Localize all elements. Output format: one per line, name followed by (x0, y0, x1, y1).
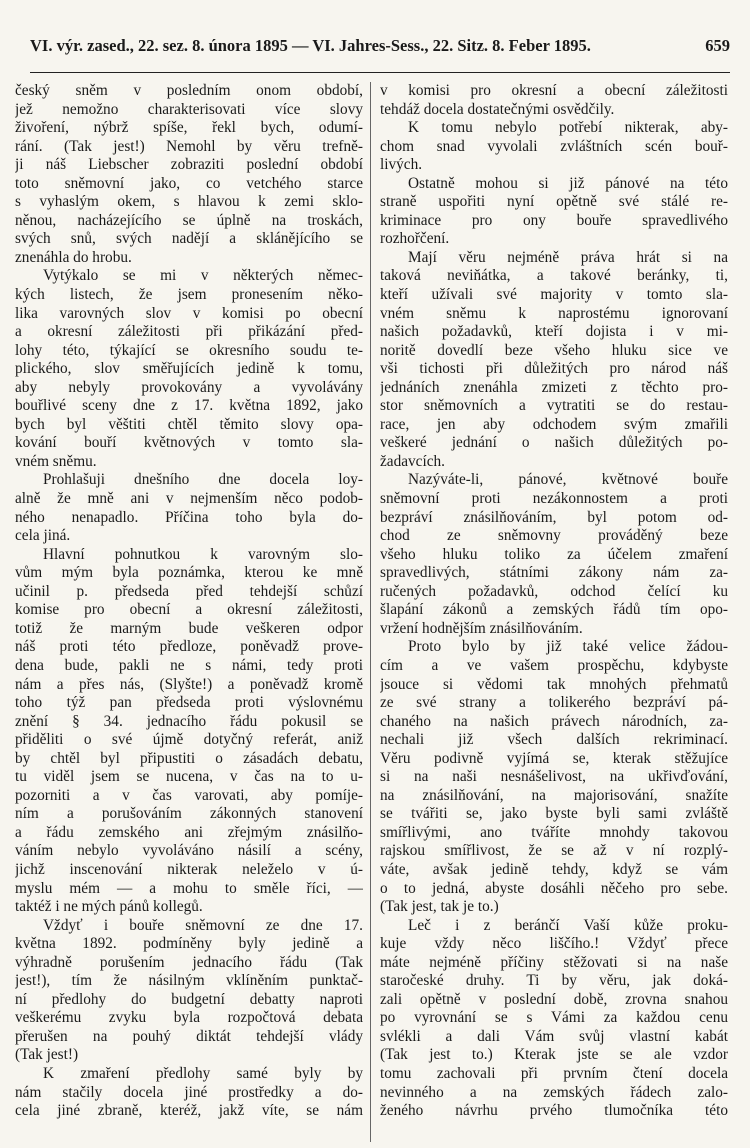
text-line: náš proti této předloze, poněvadž prove- (15, 638, 363, 656)
text-line: komise pro obecní a okresní záležitosti, (15, 601, 363, 619)
text-line: rání. (Tak jest!) Nemohl by věru trefně- (15, 137, 363, 155)
text-line: race, jen aby odchodem svým zmařili (380, 415, 728, 433)
text-line: kriminace pro ony bouře spravedlivého (380, 211, 728, 229)
text-line: stor sněmovních a vytratiti se do restau- (380, 397, 728, 415)
text-line: učinil p. předseda před tehdejší schůzí (15, 582, 363, 600)
text-line: výhradně porušením jednacího řádu (Tak (15, 953, 363, 971)
text-line: května 1892. podmíněny byly jedině a (15, 935, 363, 953)
text-line: Prohlašuji dnešního dne docela loy- (43, 471, 363, 489)
text-line: chod ze sněmovny prováděný beze (380, 527, 728, 545)
right-column (380, 82, 728, 1142)
text-line: aby nebyly provokovány a vyvolávány (15, 378, 363, 396)
text-line: si na naši nesnášelivost, na ukřivďování, (380, 768, 728, 786)
text-line: K tomu nebylo potřebí nikterak, aby- (408, 119, 728, 137)
page-number: 659 (705, 36, 730, 55)
header-text: VI. výr. zased., 22. sez. 8. února 1895 — VI. Jahres-Sess., 22. Sitz. 8. Feber 1895. (30, 36, 591, 55)
text-line: Mají věru nejméně práva hrát si na (408, 248, 728, 266)
text-line: bezpráví znásilňováním, byl potom od- (380, 508, 728, 526)
text-line: všeho hluku toliko za účelem zmaření (380, 545, 728, 563)
text-line: ženého návrhu prvého tlumočníka této (380, 1102, 728, 1120)
text-line: veškeré jednání o našich důležitých po- (380, 434, 728, 452)
text-line: jsouce si vědomi tak mnohých přehmatů (380, 675, 728, 693)
text-line: taktéž i ne mých pánů kollegů. (15, 898, 203, 916)
text-line: se tvářiti se, jako byste byli sami zvláště (380, 805, 728, 823)
text-line: váním nebylo vyvoláváno násilí a scény, (15, 842, 363, 860)
running-header (30, 36, 730, 66)
text-line: pozorniti a v čas varovati, aby pomíje- (15, 786, 363, 804)
text-line: v komisi pro okresní a obecní záležitosti (380, 82, 728, 99)
text-line: straně uspořiti nyní opětně své stálé re- (380, 193, 728, 211)
text-line: ného nenapadlo. Příčina toho byla do- (15, 508, 363, 526)
text-line: bouřlivé sceny dne z 17. května 1892, jako (15, 397, 363, 415)
text-line: alně že mně ani v nejmenším něco podob- (15, 490, 363, 508)
text-line: cela jiná. (15, 527, 71, 545)
text-line: kých listech, že jsem pronesením něko- (15, 286, 363, 304)
text-line: šlapání zákonů a zemských řádů tím opo- (380, 601, 728, 619)
text-line: livých. (380, 156, 423, 174)
text-line: rozhořčení. (380, 230, 450, 248)
text-line: kování bouří květnových v tomto sla- (15, 434, 363, 452)
text-line: živoření, nýbrž spíše, řekl bych, odumí- (15, 119, 363, 137)
text-line: jichž inscenování nikterak neleželo v ú- (15, 860, 363, 878)
text-line: nechali již všech dalších rekriminací. (380, 731, 728, 749)
text-line: máte nejméně příčiny stěžovati si na naše (380, 953, 728, 971)
text-line: Vždyť i bouře sněmovní ze dne 17. (43, 916, 363, 934)
text-line: váte, avšak jedině tehdy, když se vám (380, 860, 728, 878)
text-line: a okresní záležitosti při přikázání před- (15, 323, 363, 341)
column-divider (370, 82, 371, 1142)
text-line: ze své strany a tolikerého bezpráví pá- (380, 694, 728, 712)
text-line: znenáhla do hrobu. (15, 248, 132, 266)
text-line: přiděliti o své újmě dotyčný referát, aniž (15, 731, 363, 749)
text-line: lohy této, týkající se okresního soudu te- (15, 341, 363, 359)
text-line: toho týž pan předseda proti výslovnému (15, 694, 363, 712)
text-line: Leč i z beránčí Vaší kůže proku- (408, 916, 728, 934)
text-line: Vytýkalo se mi v některých němec- (43, 267, 363, 285)
text-line: plického, slov směřujících jedině k tomu, (15, 360, 363, 378)
text-line: svých snů, svých nadějí a sklánějícího se (15, 230, 363, 248)
text-line: taková neviňátka, a takové beránky, ti, (380, 267, 728, 285)
text-line: myslu mém — a mohu to směle říci, — (15, 879, 363, 897)
text-line: chaného na našich právech národních, za- (380, 712, 728, 730)
text-line: (Tak jest!) (15, 1046, 79, 1064)
text-line: spravedlivých, státními zákony nám za- (380, 564, 728, 582)
text-line: po vyrovnání se s Vámi za každou cenu (380, 1009, 728, 1027)
text-line: jest!), tím že násilným vklíněním punktač- (15, 972, 363, 990)
text-line: chom snad vyvolali zvláštních scén bouř- (380, 137, 728, 155)
text-line: ručených požadavků, odchod čelící ku (380, 582, 728, 600)
text-line: s vyhaslým okem, s hlavou k zemi sklo- (15, 193, 363, 211)
text-line: žadavcích. (380, 452, 445, 470)
text-line: totiž že marným bude veškeren odpor (15, 619, 363, 637)
text-line: Proto bylo by již také velice žádou- (408, 638, 728, 656)
text-line: veškerému zvyku byla rozpočtová debata (15, 1009, 363, 1027)
text-line: přerušen na pouhý diktát tehdejší vlády (15, 1027, 363, 1045)
text-line: svlékli a dali Vám svůj vlastní kabát (380, 1027, 728, 1045)
text-line: něnou, nacházejícího se úplně na troskách, (15, 211, 363, 229)
text-line: lika varovných slov v komisi po obecní (15, 304, 363, 322)
text-line: cím a ve vašem prospěchu, kdybyste (380, 656, 728, 674)
text-line: tomu zachovali při prvním čtení docela (380, 1064, 728, 1082)
text-line: smířlivými, ano tváříte mnohdy takovou (380, 823, 728, 841)
text-line: cela jiné zbraně, kteréž, jakž víte, se nám (15, 1102, 363, 1120)
text-line: Hlavní pohnutkou k varovným slo- (43, 545, 363, 563)
text-line: ní předlohy do budgetní debatty naproti (15, 990, 363, 1008)
text-line: vném sněmu k naprostému ignorovaní (380, 304, 728, 322)
text-line: dena bude, pakli ne s námi, tedy proti (15, 656, 363, 674)
text-line: o to jedná, abyste dosáhli něčeho pro sebe. (380, 879, 728, 897)
text-line: Ostatně mohou si již pánové na této (408, 174, 728, 192)
text-line: tu viděl jsem se nucena, v čas na to u- (15, 768, 363, 786)
text-line: (Tak jest to.) Kterak jste se ale vzdor (380, 1046, 728, 1064)
text-line: by chtěl byl připustiti o zásadách debatu, (15, 749, 363, 767)
text-line: vném sněmu. (15, 452, 97, 470)
text-line: rajskou smířlivost, že se až v ní rozplý- (380, 842, 728, 860)
text-line: vši tichosti při důležitých pro národ náš (380, 360, 728, 378)
text-line: jež nemožno charakterisovati více slovy (15, 100, 363, 118)
header-rule (30, 72, 730, 73)
text-line: nám stačily docela jiné prostředky a do- (15, 1083, 363, 1101)
text-line: vržení hodnějším znásilňováním. (380, 619, 583, 637)
text-line: a řádu zemského ani zřejmým znásilňo- (15, 823, 363, 841)
text-line: sněmovní proti nezákonnostem a proti (380, 490, 728, 508)
text-line: tehdáž docela dostatečnými osvědčily. (380, 100, 615, 118)
left-column (15, 82, 363, 1142)
text-line: vům mým byla poznámka, kterou ke mně (15, 564, 363, 582)
text-line: kteří užívali své majority v tomto sla- (380, 286, 728, 304)
text-line: staročeské druhy. Ti by věru, jak doká- (380, 972, 728, 990)
text-line: nevinného a na zemských řádech zalo- (380, 1083, 728, 1101)
text-line: Nazýváte-li, pánové, květnové bouře (408, 471, 728, 489)
text-line: toto sněmovní jako, co vetchého starce (15, 174, 363, 192)
text-line: nám a přes nás, (Slyšte!) a poněvadž kromě (15, 675, 363, 693)
text-line: zali opětně v poslední době, zrovna snahou (380, 990, 728, 1008)
text-line: český sněm v posledním onom období, (15, 82, 363, 99)
text-line: znění § 34. jednacího řádu pokusil se (15, 712, 363, 730)
text-line: ji náš Liebscher zobraziti poslední období (15, 156, 363, 174)
text-line: bych byl věštiti chtěl těmito slovy opa- (15, 415, 363, 433)
text-line: (Tak jest, tak je to.) (380, 898, 499, 916)
text-line: K zmaření předlohy samé byly by (43, 1064, 363, 1082)
text-line: na znásilňování, na majorisování, snažíte (380, 786, 728, 804)
text-line: Věru podivně vyjímá se, kterak stěžujíce (380, 749, 728, 767)
text-line: našich požadavků, kteří dojista i v mi- (380, 323, 728, 341)
text-line: jednáních znenáhla zmizeti z těchto pro- (380, 378, 728, 396)
text-line: noritě dovedlí beze všeho hluku sice ve (380, 341, 728, 359)
text-line: kuje vždy něco liščího.! Vždyť přece (380, 935, 728, 953)
text-line: ním a porušováním zákonných stanovení (15, 805, 363, 823)
